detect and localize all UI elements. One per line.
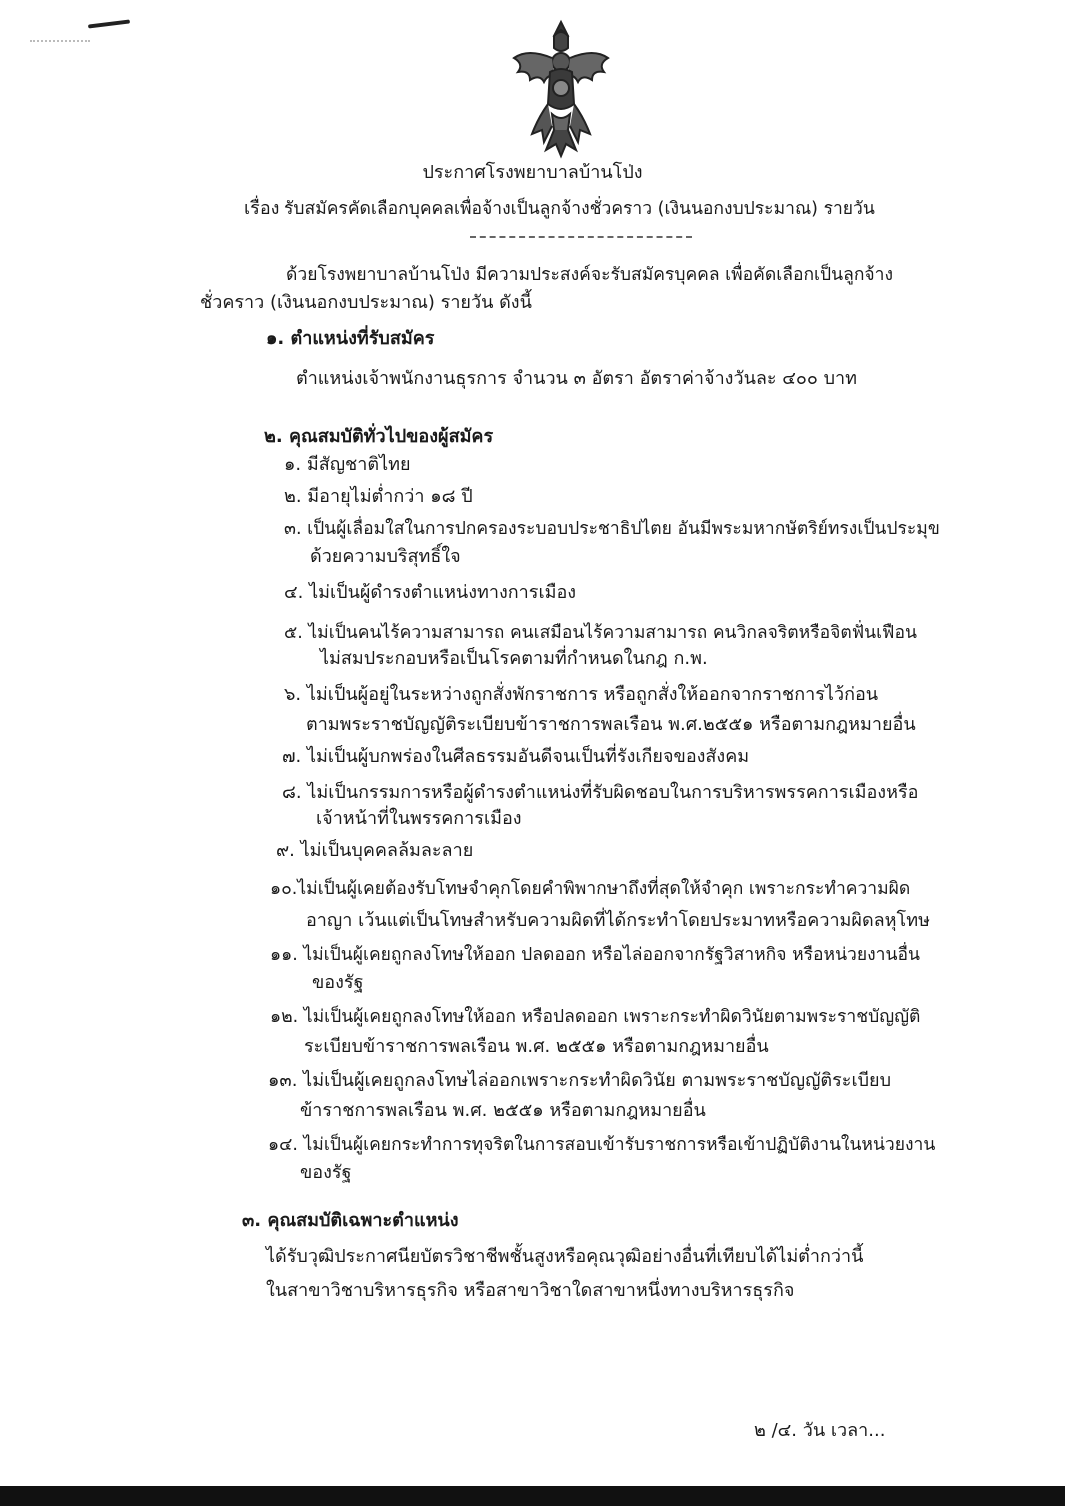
section-1-text: ตำแหน่งเจ้าพนักงานธุรการ จำนวน ๓ อัตรา อัตราค่าจ้างวันละ ๔๐๐ บาท <box>296 368 858 389</box>
qualification-line: ๖. ไม่เป็นผู้อยู่ในระหว่างถูกสั่งพักราชการ หรือถูกสั่งให้ออกจากราชการไว้ก่อน <box>284 684 879 705</box>
qualification-line: ๒. มีอายุไม่ต่ำกว่า ๑๘ ปี <box>284 486 473 507</box>
page-continuation: ๒ /๔. วัน เวลา... <box>754 1420 886 1441</box>
qualification-line: อาญา เว้นแต่เป็นโทษสำหรับความผิดที่ได้กระทำโดยประมาทหรือความผิดลหุโทษ <box>306 910 930 931</box>
scan-dots <box>30 40 90 44</box>
qualification-line: ๓. เป็นผู้เลื่อมใสในการปกครองระบอบประชาธิปไตย อันมีพระมหากษัตริย์ทรงเป็นประมุข <box>284 519 940 539</box>
qualification-line: ของรัฐ <box>312 972 364 993</box>
qualification-line: เจ้าหน้าที่ในพรรคการเมือง <box>316 808 522 829</box>
qualification-line: ไม่สมประกอบหรือเป็นโรคตามที่กำหนดในกฎ ก.พ. <box>320 648 708 669</box>
garuda-emblem-icon <box>508 18 614 160</box>
qualification-line: ๑๔. ไม่เป็นผู้เคยกระทำการทุจริตในการสอบเข้ารับราชการหรือเข้าปฏิบัติงานในหน่วยงาน <box>268 1135 936 1155</box>
qualification-line: ๑๓. ไม่เป็นผู้เคยถูกลงโทษไล่ออกเพราะกระทำผิดวินัย ตามพระราชบัญญัติระเบียบ <box>268 1070 891 1091</box>
qualification-line: ตามพระราชบัญญัติระเบียบข้าราชการพลเรือน พ.ศ.๒๕๕๑ หรือตามกฎหมายอื่น <box>306 714 916 735</box>
intro-line-2: ชั่วคราว (เงินนอกงบประมาณ) รายวัน ดังนี้ <box>200 292 532 313</box>
scan-mark <box>88 19 130 28</box>
qualification-line: ๑. มีสัญชาติไทย <box>284 454 411 475</box>
section-2-heading: ๒. คุณสมบัติทั่วไปของผู้สมัคร <box>264 426 494 447</box>
subject-text: รับสมัครคัดเลือกบุคคลเพื่อจ้างเป็นลูกจ้างชั่วคราว (เงินนอกงบประมาณ) รายวัน <box>284 199 875 219</box>
qualification-line: ของรัฐ <box>300 1162 352 1183</box>
section-3-heading: ๓. คุณสมบัติเฉพาะตำแหน่ง <box>242 1210 459 1231</box>
section-3-line-1: ได้รับวุฒิประกาศนียบัตรวิชาชีพชั้นสูงหรือคุณวุฒิอย่างอื่นที่เทียบได้ไม่ต่ำกว่านี้ <box>266 1246 864 1267</box>
section-3-line-2: ในสาขาวิชาบริหารธุรกิจ หรือสาขาวิชาใดสาขาหนึ่งทางบริหารธุรกิจ <box>266 1280 795 1301</box>
section-1-heading: ๑. ตำแหน่งที่รับสมัคร <box>266 328 435 349</box>
scan-bottom-bar <box>0 1486 1065 1506</box>
qualification-line: ๑๒. ไม่เป็นผู้เคยถูกลงโทษให้ออก หรือปลดออก เพราะกระทำผิดวินัยตามพระราชบัญญัติ <box>270 1007 921 1027</box>
title-divider <box>470 236 692 238</box>
qualification-line: ๑๐.ไม่เป็นผู้เคยต้องรับโทษจำคุกโดยคำพิพากษาถึงที่สุดให้จำคุก เพราะกระทำความผิด <box>270 879 911 899</box>
qualification-line: ข้าราชการพลเรือน พ.ศ. ๒๕๕๑ หรือตามกฎหมายอื่น <box>300 1100 706 1121</box>
qualification-line: ๘. ไม่เป็นกรรมการหรือผู้ดำรงตำแหน่งที่รับผิดชอบในการบริหารพรรคการเมืองหรือ <box>282 782 919 803</box>
qualification-line: ๗. ไม่เป็นผู้บกพร่องในศีลธรรมอันดีจนเป็นที่รังเกียจของสังคม <box>282 746 750 767</box>
qualification-line: ๔. ไม่เป็นผู้ดำรงตำแหน่งทางการเมือง <box>284 582 577 603</box>
qualification-line: ๕. ไม่เป็นคนไร้ความสามารถ คนเสมือนไร้ความสามารถ คนวิกลจริตหรือจิตฟั่นเฟือน <box>284 623 917 643</box>
qualification-line: ระเบียบข้าราชการพลเรือน พ.ศ. ๒๕๕๑ หรือตามกฎหมายอื่น <box>304 1036 769 1057</box>
qualification-line: ๑๑. ไม่เป็นผู้เคยถูกลงโทษให้ออก ปลดออก หรือไล่ออกจากรัฐวิสาหกิจ หรือหน่วยงานอื่น <box>270 945 920 965</box>
document-title: ประกาศโรงพยาบาลบ้านโป่ง <box>422 162 643 183</box>
qualification-line: ๙. ไม่เป็นบุคคลล้มละลาย <box>276 840 474 861</box>
intro-line-1: ด้วยโรงพยาบาลบ้านโป่ง มีความประสงค์จะรับสมัครบุคคล เพื่อคัดเลือกเป็นลูกจ้าง <box>286 265 894 285</box>
subject-label: เรื่อง <box>244 198 280 219</box>
qualification-line: ด้วยความบริสุทธิ์ใจ <box>310 546 461 567</box>
